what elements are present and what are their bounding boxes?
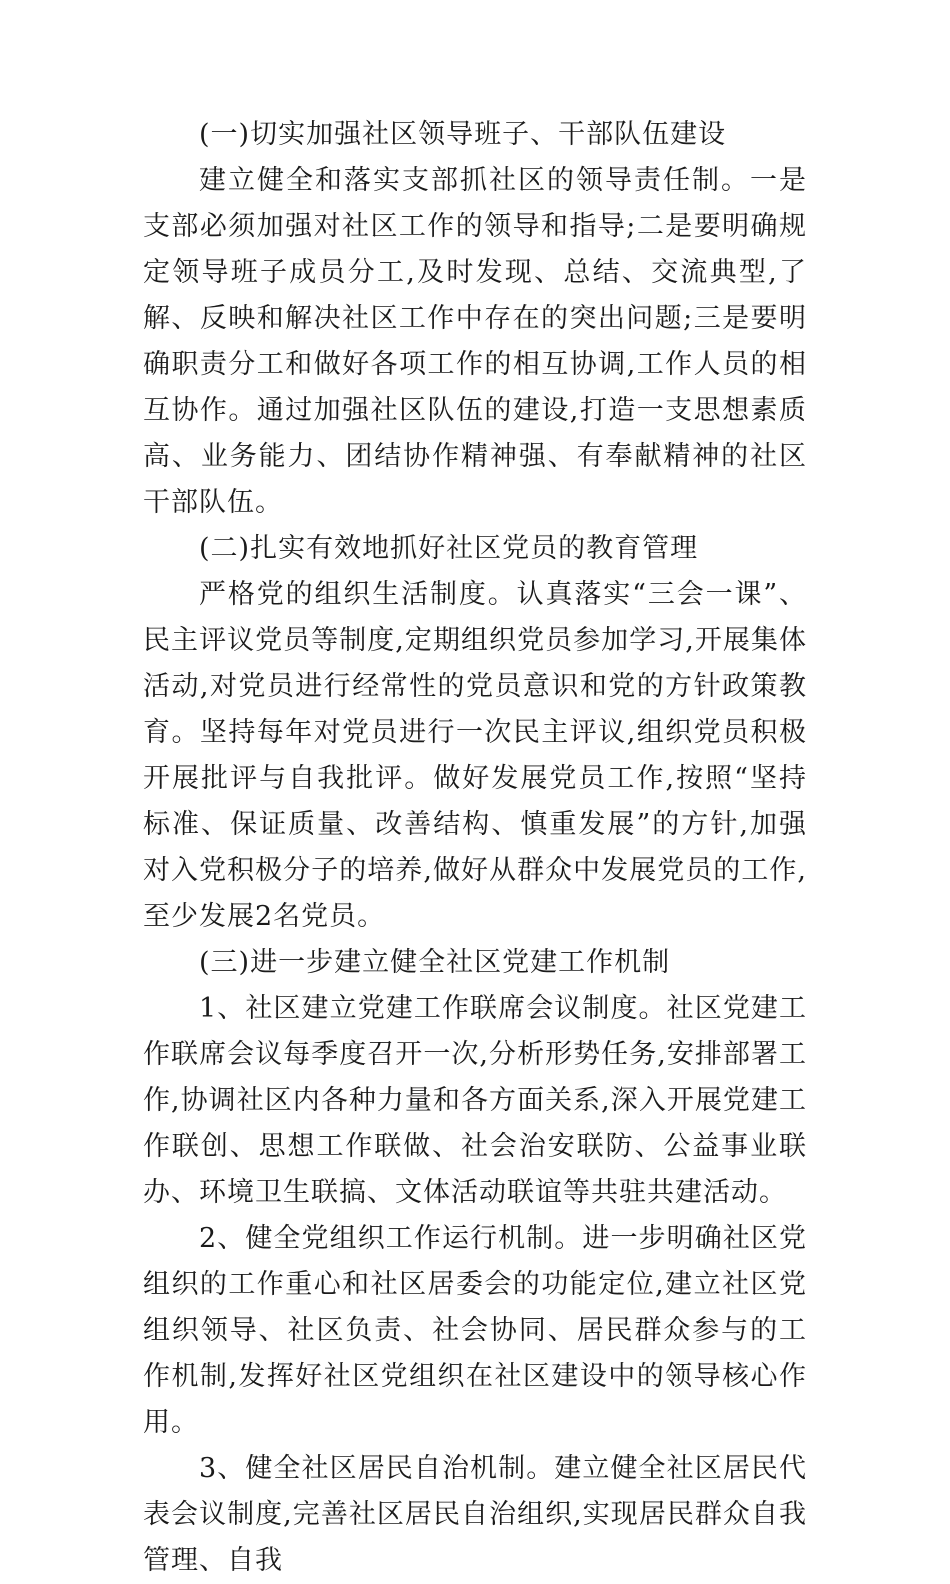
- section-heading-3: (三)进一步建立健全社区党建工作机制: [199, 947, 671, 978]
- section-heading-2: (二)扎实有效地抓好社区党员的教育管理: [199, 533, 699, 564]
- section-3-paragraph-1: 1、社区建立党建工作联席会议制度。社区党建工作联席会议每季度召开一次,分析形势任务,安排部署工作,协调社区内各种力量和各方面关系,深入开展党建工作联创、思想工作联做、社会治安联防、公益事业联办、环境卫生联搞、文体活动联谊等共驻共建活动。: [143, 993, 807, 1208]
- section-3-paragraph-3: 3、健全社区居民自治机制。建立健全社区居民代表会议制度,完善社区居民自治组织,实现居民群众自我管理、自我: [143, 1453, 807, 1576]
- document-body: [143, 112, 807, 1584]
- section-2-paragraph-1: 严格党的组织生活制度。认真落实“三会一课”、民主评议党员等制度,定期组织党员参加学习,开展集体活动,对党员进行经常性的党员意识和党的方针政策教育。坚持每年对党员进行一次民主评议,组织党员积极开展批评与自我批评。做好发展党员工作,按照“坚持标准、保证质量、改善结构、慎重发展”的方针,加强对入党积极分子的培养,做好从群众中发展党员的工作,至少发展2名党员。: [143, 579, 807, 932]
- section-1-paragraph-1: 建立健全和落实支部抓社区的领导责任制。一是支部必须加强对社区工作的领导和指导;二是要明确规定领导班子成员分工,及时发现、总结、交流典型,了解、反映和解决社区工作中存在的突出问题;三是要明确职责分工和做好各项工作的相互协调,工作人员的相互协作。通过加强社区队伍的建设,打造一支思想素质高、业务能力、团结协作精神强、有奉献精神的社区干部队伍。: [143, 165, 807, 518]
- section-3-paragraph-2: 2、健全党组织工作运行机制。进一步明确社区党组织的工作重心和社区居委会的功能定位,建立社区党组织领导、社区负责、社会协同、居民群众参与的工作机制,发挥好社区党组织在社区建设中的领导核心作用。: [143, 1223, 807, 1438]
- section-heading-1: (一)切实加强社区领导班子、干部队伍建设: [199, 119, 727, 150]
